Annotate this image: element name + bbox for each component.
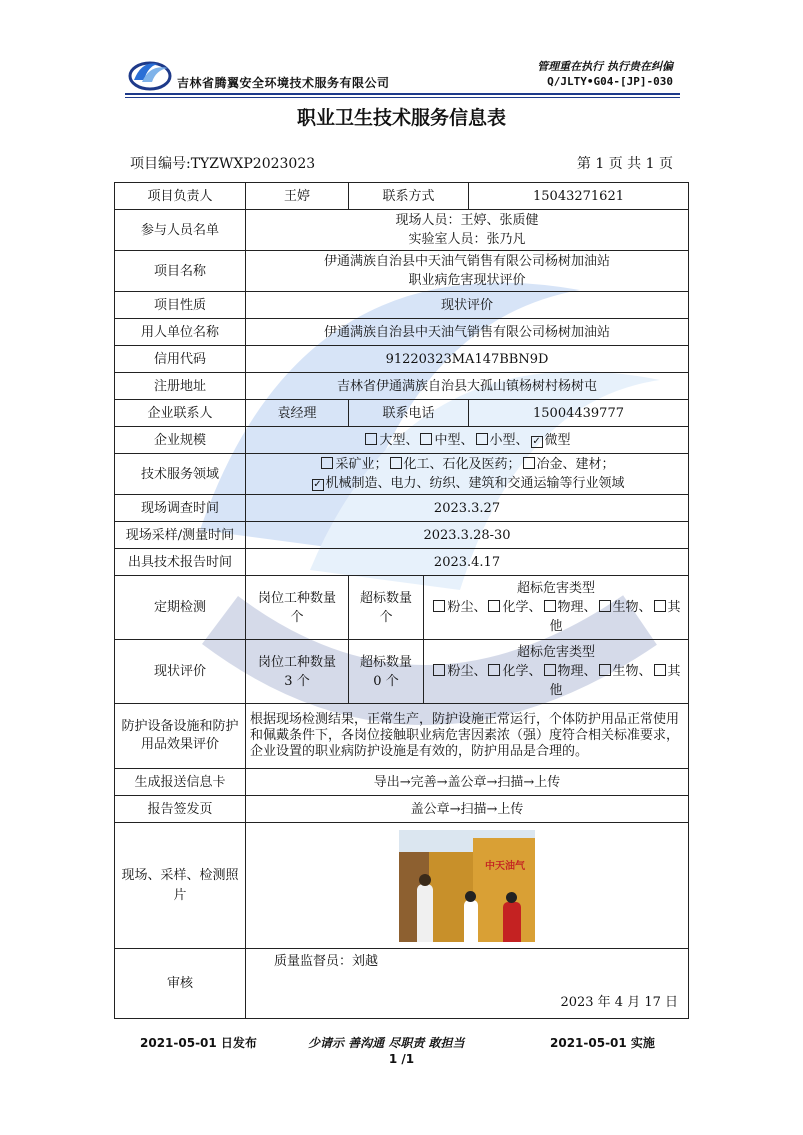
hazard-phys: 物理、 [557,664,597,679]
scale-label: 企业规模 [115,427,246,454]
staff-line-field: 现场人员：王婷、张质健 [395,213,539,228]
hazard-phys: 物理、 [557,600,597,615]
employer-value: 伊通满族自治县中天油气销售有限公司杨树加油站 [246,319,689,346]
current-over [349,640,424,704]
phone-value: 15004439777 [469,400,689,427]
report-label: 出具技术报告时间 [115,549,246,576]
sign-value: 盖公章→扫描→上传 [246,796,689,823]
photo-cell [246,823,689,949]
checkbox-dust [433,600,445,612]
periodic-posts [246,576,349,640]
leader-label: 项目负责人 [115,183,246,210]
domain-label: 技术服务领域 [115,454,246,495]
photo-label: 现场、采样、检测照片 [115,823,246,949]
document-code: Q/JLTY•G04-[JP]-030 [547,75,673,88]
phone-label: 联系电话 [349,400,469,427]
address-label: 注册地址 [115,373,246,400]
send-value: 导出→完善→盖公章→扫描→上传 [246,769,689,796]
project-name-line1: 伊通满族自治县中天油气销售有限公司杨树加油站 [324,254,611,269]
credit-label: 信用代码 [115,346,246,373]
sampling-value: 2023.3.28-30 [246,522,689,549]
scale-option-large: 大型、 [379,432,419,448]
send-label: 生成报送信息卡 [115,769,246,796]
header-divider [125,93,680,95]
footer-motto: 少请示 善沟通 尽职责 敢担当 [308,1036,465,1050]
hazard-other: 其 [667,664,681,679]
leader-value: 王婷 [246,183,349,210]
checkbox-micro-checked: ✓ [532,435,541,447]
project-name-label: 项目名称 [115,251,246,292]
periodic-posts-label: 岗位工种数量 [257,590,336,606]
checkbox-bio [599,600,611,612]
staff-label: 参与人员名单 [115,210,246,251]
checkbox-other [654,664,666,676]
current-posts-label: 岗位工种数量 [257,654,336,670]
domain-option-metallurgy: 冶金、建材； [536,457,615,472]
report-value: 2023.4.17 [246,549,689,576]
contact-label: 联系方式 [349,183,469,210]
periodic-hazard [424,576,689,640]
employer-label: 用人单位名称 [115,319,246,346]
current-eval-label: 现状评价 [115,640,246,704]
scale-option-micro: 微型 [544,432,571,448]
survey-label: 现场调查时间 [115,495,246,522]
checkbox-medium [420,433,432,445]
periodic-label: 定期检测 [115,576,246,640]
review-label: 审核 [115,949,246,1019]
review-date: 2023 年 4 月 17 日 [560,995,679,1010]
checkbox-other [654,600,666,612]
credit-value: 91220323MA147BBN9D [246,346,689,373]
periodic-hazard-title: 超标危害类型 [517,581,596,596]
protect-text: 根据现场检测结果，正常生产，防护设施正常运行，个体防护用品正常使用和佩戴条件下，各岗位接触职业病危害因素浓（强）度符合相关标准要求，企业设置的职业病防护设施是有效的，防护用品是合理的。 [246,704,689,769]
periodic-posts-value: 个 [290,609,304,625]
sign-label: 报告签发页 [115,796,246,823]
periodic-over-value: 个 [379,609,393,625]
checkbox-phys [544,600,556,612]
checkbox-chem [488,664,500,676]
survey-value: 2023.3.27 [246,495,689,522]
hazard-dust: 粉尘、 [447,664,487,679]
domain-options [246,454,689,495]
checkbox-small [476,433,488,445]
photo-sign: 中天油气 [485,860,525,872]
checkbox-dust [433,664,445,676]
hazard-chem: 化学、 [502,600,542,615]
enterprise-contact-label: 企业联系人 [115,400,246,427]
footer-page-number: 1 /1 [388,1052,415,1066]
staff-value [246,210,689,251]
site-photo [399,830,535,942]
hazard-dust: 粉尘、 [447,600,487,615]
current-hazard [424,640,689,704]
checkbox-chem [488,600,500,612]
hazard-tail: 他 [549,619,563,634]
hazard-tail: 他 [549,683,563,698]
nature-label: 项目性质 [115,292,246,319]
staff-line-lab: 实验室人员：张乃凡 [408,232,526,247]
domain-option-chemical: 化工、石化及医药； [403,457,521,472]
checkbox-metallurgy [523,457,535,469]
current-posts-value: 3 个 [284,673,310,689]
contact-value: 15043271621 [469,183,689,210]
scale-option-medium: 中型、 [434,432,474,448]
current-over-label: 超标数量 [359,654,412,670]
current-hazard-title: 超标危害类型 [517,645,596,660]
periodic-over-label: 超标数量 [359,590,412,606]
current-posts [246,640,349,704]
sampling-label: 现场采样/测量时间 [115,522,246,549]
hazard-chem: 化学、 [502,664,542,679]
enterprise-contact-value: 袁经理 [246,400,349,427]
footer-issued: 2021-05-01 日发布 [140,1036,257,1050]
company-logo-icon [128,56,172,92]
project-name-value [246,251,689,292]
protect-label: 防护设备设施和防护用品效果评价 [115,704,246,769]
periodic-over [349,576,424,640]
scale-option-small: 小型、 [489,432,529,448]
review-person: 质量监督员：刘越 [274,954,379,969]
current-over-value: 0 个 [373,673,399,689]
project-name-line2: 职业病危害现状评价 [408,273,526,288]
nature-value: 现状评价 [246,292,689,319]
hazard-other: 其 [667,600,681,615]
checkbox-chemical [390,457,402,469]
header-slogan: 管理重在执行 执行贵在纠偏 [537,60,673,73]
header-divider-thin [125,97,680,98]
company-name: 吉林省腾翼安全环境技术服务有限公司 [177,76,390,90]
checkbox-machinery-checked: ✓ [313,479,322,490]
scale-options [246,427,689,454]
checkbox-phys [544,664,556,676]
address-value: 吉林省伊通满族自治县大孤山镇杨树村杨树屯 [246,373,689,400]
footer-effective: 2021-05-01 实施 [550,1036,655,1050]
domain-option-machinery: 机械制造、电力、纺织、建筑和交通运输等行业领域 [325,476,625,491]
info-table [114,182,689,1019]
checkbox-bio [599,664,611,676]
review-cell [246,949,689,1019]
checkbox-mining [321,457,333,469]
hazard-bio: 生物、 [612,600,652,615]
hazard-bio: 生物、 [612,664,652,679]
page-title: 职业卫生技术服务信息表 [296,107,506,129]
domain-option-mining: 采矿业； [335,457,388,472]
page-count: 第 1 页 共 1 页 [576,156,673,172]
project-number: 项目编号:TYZWXP2023023 [130,156,316,172]
checkbox-large [365,433,377,445]
